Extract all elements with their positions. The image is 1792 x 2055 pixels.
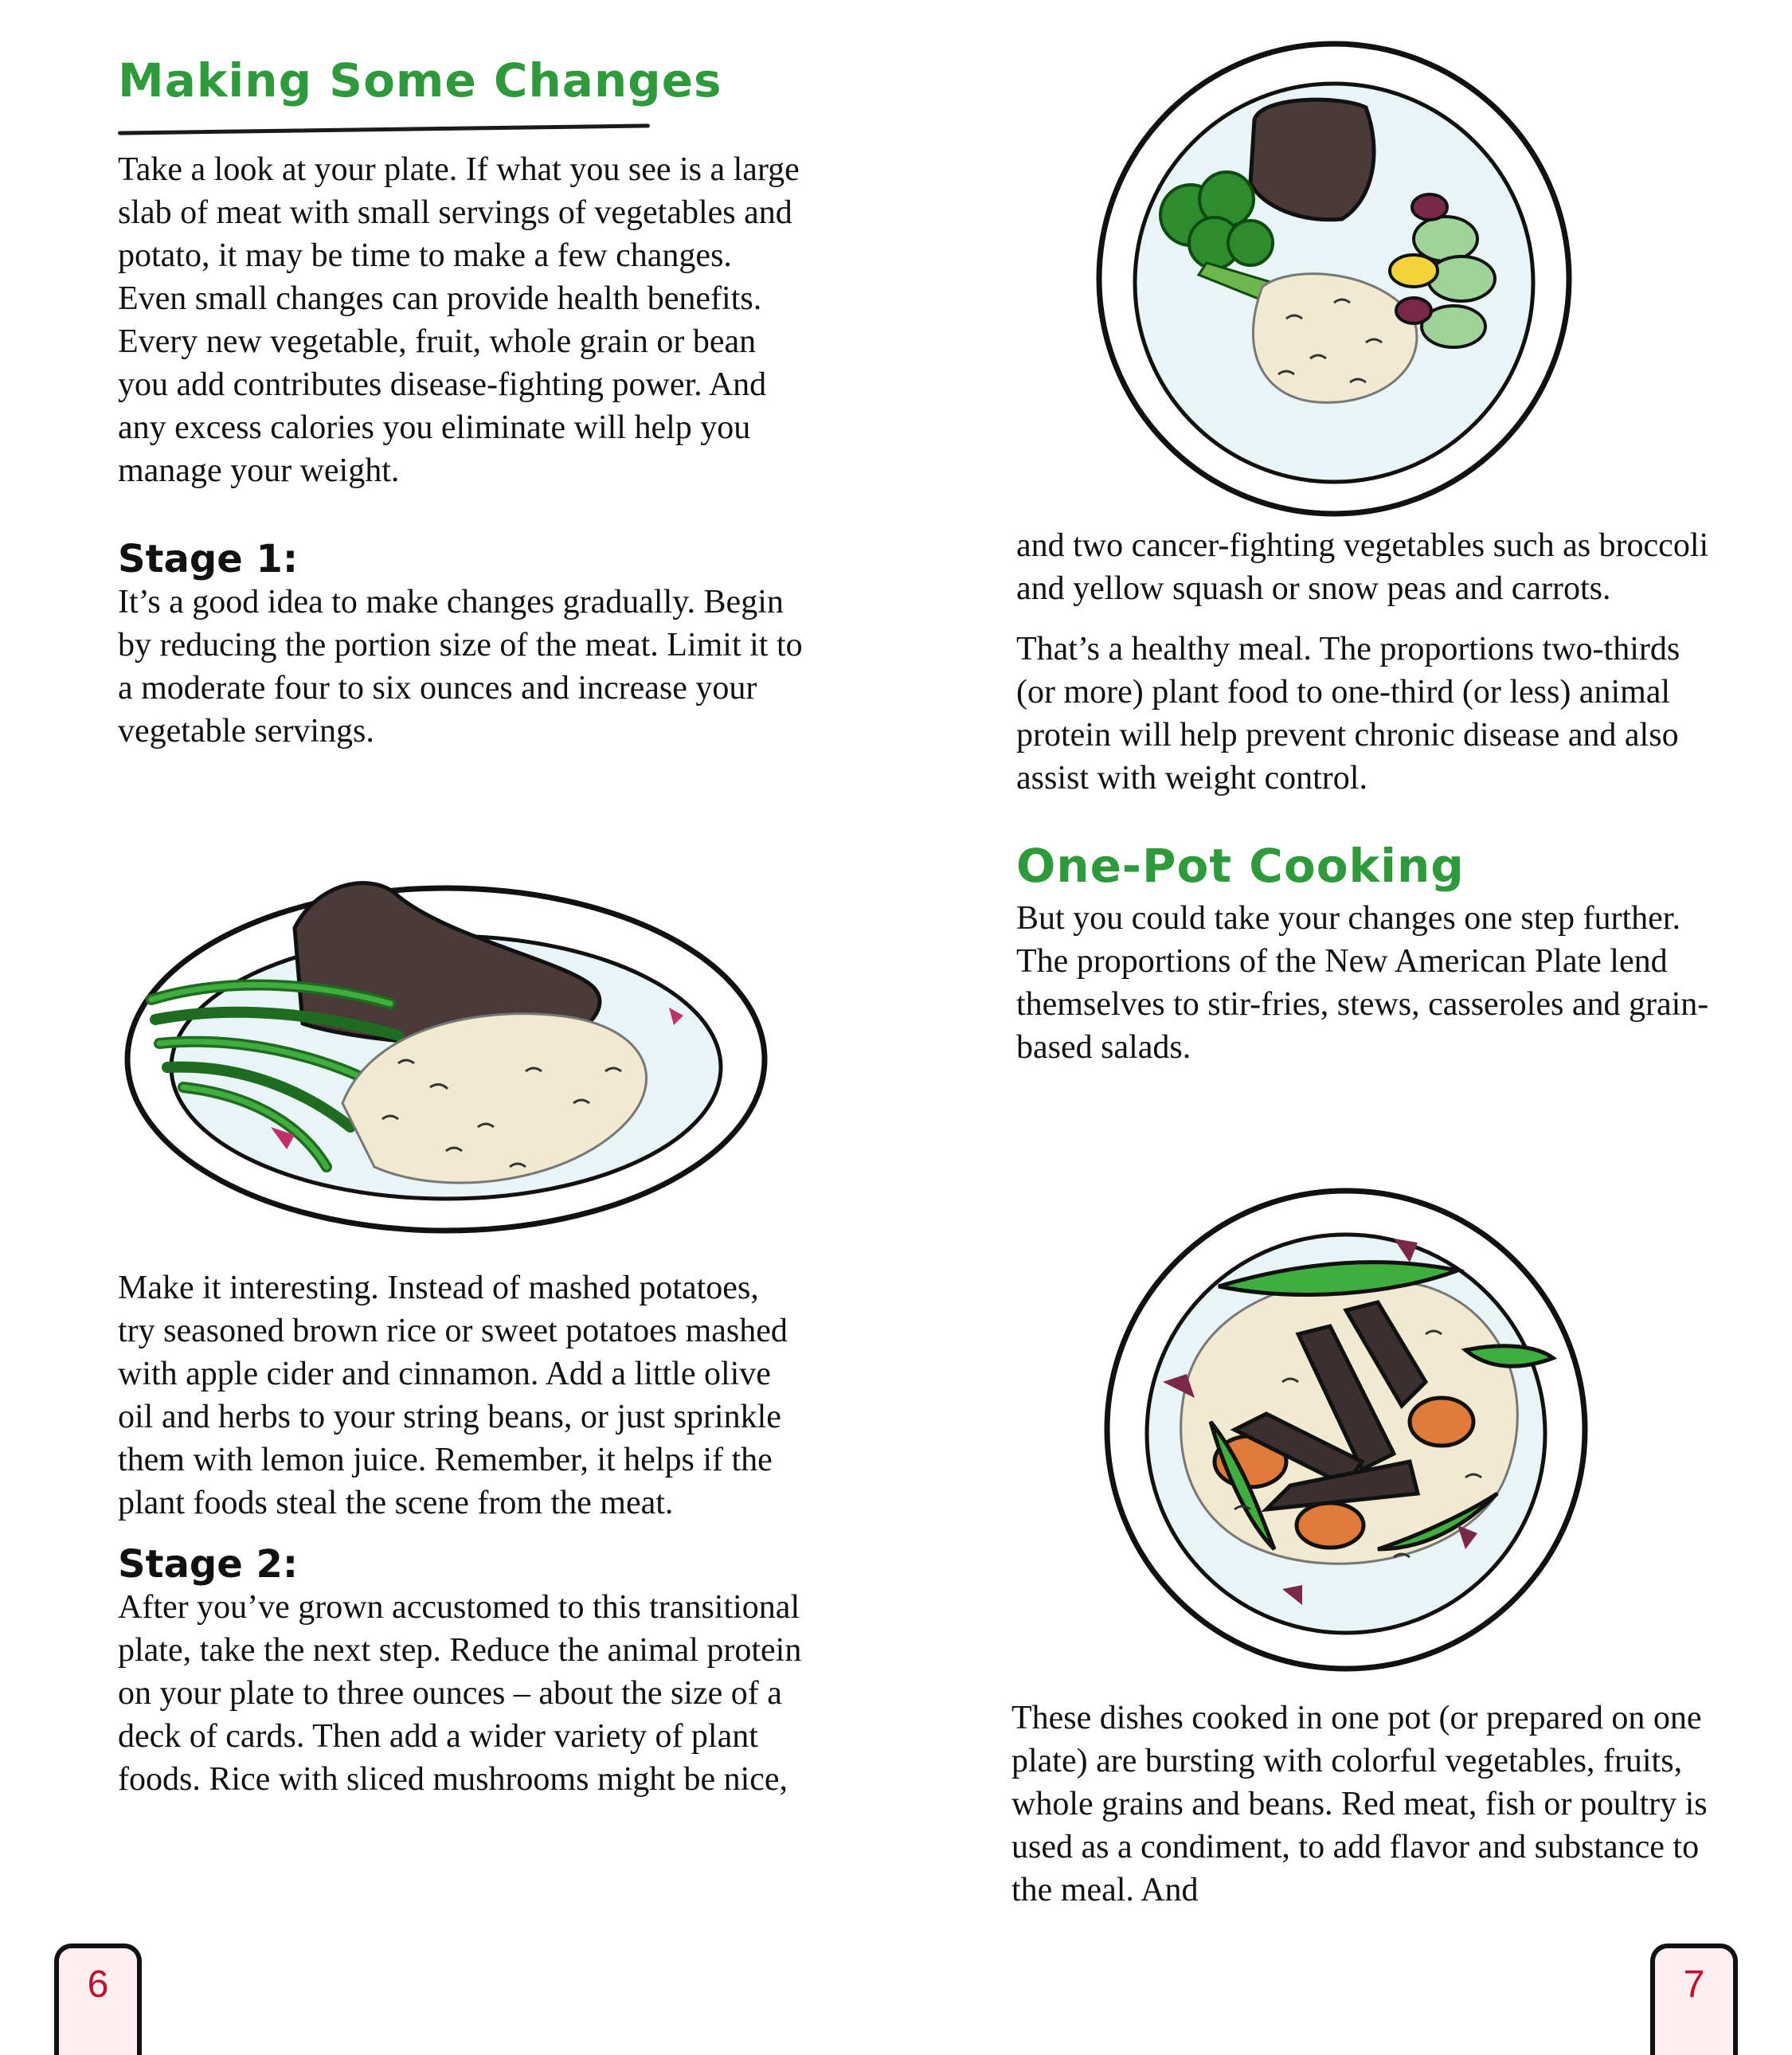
left-column-lower bbox=[118, 1266, 803, 1801]
continuation-paragraph: and two cancer-fighting vegetables such as broccoli and yellow squash or snow peas and carrots. bbox=[1016, 527, 1709, 607]
page-title: Making Some Changes bbox=[118, 53, 722, 108]
interesting-paragraph: Make it interesting. Instead of mashed potatoes, try seasoned brown rice or sweet potatoes mashed with apple cider and cinnamon. Add a little olive oil and herbs to your string beans, or just sprinkle them with lemon juice. Remember, it helps if the plant foods steal the scene from the meat. bbox=[118, 1270, 788, 1521]
right-column bbox=[1016, 524, 1717, 1069]
one-pot-paragraph: But you could take your changes one step further. The proportions of the New American Plate lend themselves to stir-fries, stews, casseroles and grain-based salads. bbox=[1016, 899, 1709, 1066]
right-column-lower bbox=[1011, 1697, 1712, 1912]
stage-1-paragraph: It’s a good idea to make changes gradually. Begin by reducing the portion size of the meat. Limit it to a moderate four to six ounces and increase your vegetable servings. bbox=[118, 583, 803, 750]
page-number-left: 6 bbox=[87, 1963, 109, 2006]
page-number-tab-right bbox=[1650, 1943, 1738, 2055]
intro-paragraph: Take a look at your plate. If what you see is a large slab of meat with small servings of vegetables and potato, it may be time to make a few changes. Even small changes can provide health benefits. Every new vegetable, fruit, whole grain or bean you add contributes disease-fighting power. And any excess calories you eliminate will help you manage your weight. bbox=[118, 151, 800, 489]
stage-2-plate-illustration bbox=[1079, 32, 1589, 526]
one-pot-plate-illustration bbox=[1091, 1175, 1601, 1685]
page-number-tab-left bbox=[54, 1943, 142, 2055]
page-number-right: 7 bbox=[1683, 1963, 1705, 2006]
stage-1-heading: Stage 1: bbox=[118, 536, 299, 581]
stage-2-paragraph: After you’ve grown accustomed to this transitional plate, take the next step. Reduce the animal protein on your plate to three ounces – about the size of a deck of cards. Then add a wider variety of plant foods. Rice with sliced mushrooms might be nice, bbox=[118, 1588, 802, 1798]
left-column bbox=[118, 53, 803, 753]
one-pot-heading: One-Pot Cooking bbox=[1016, 839, 1465, 893]
stage-2-heading: Stage 2: bbox=[118, 1542, 299, 1587]
healthy-meal-paragraph: That’s a healthy meal. The proportions two-thirds (or more) plant food to one-third (or less) animal protein will help prevent chronic disease and also assist with weight control. bbox=[1016, 631, 1680, 797]
dishes-paragraph: These dishes cooked in one pot (or prepared on one plate) are bursting with colorful vegetables, fruits, whole grains and beans. Red meat, fish or poultry is used as a condiment, to add flavor and substance to the meal. And bbox=[1011, 1700, 1708, 1908]
stage-1-plate-illustration bbox=[112, 864, 781, 1239]
